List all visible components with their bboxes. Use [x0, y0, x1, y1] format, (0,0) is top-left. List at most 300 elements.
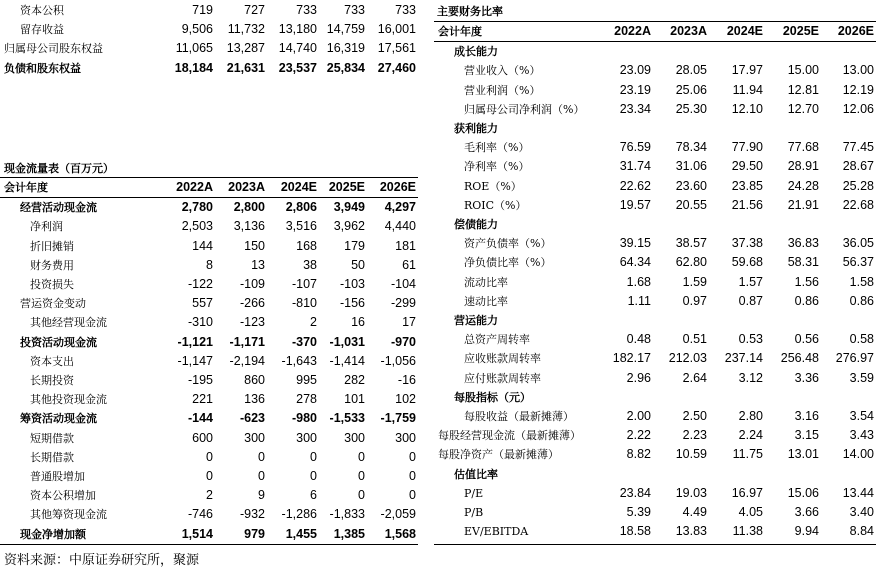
balance-cell: 18,184	[174, 60, 213, 75]
cashflow-cell: 0	[358, 488, 365, 503]
cashflow-cell: -156	[339, 296, 365, 311]
ratio-cell: 19.57	[619, 197, 651, 212]
cashflow-cell: -810	[291, 296, 317, 311]
ratio-cell: 23.09	[619, 63, 651, 78]
cashflow-cell: -195	[187, 373, 213, 388]
ratio-cell: 3.12	[738, 370, 763, 385]
cashflow-cell: 2,503	[181, 219, 213, 234]
balance-cell: 13,180	[278, 22, 317, 37]
cashflow-cell: -1,147	[177, 353, 213, 368]
ratio-cell: 0.48	[626, 332, 651, 347]
ratio-cell: 2.64	[682, 370, 707, 385]
cashflow-cell: 278	[296, 392, 317, 407]
cashflow-row-label: 折旧摊销	[30, 239, 74, 253]
ratio-cell	[653, 42, 709, 62]
cashflow-statement	[0, 177, 418, 544]
ratio-cell: 29.50	[731, 159, 763, 174]
cashflow-cell: 13	[251, 257, 265, 272]
cashflow-cell: 6	[310, 488, 317, 503]
cashflow-row	[0, 525, 418, 544]
ratio-cell: 1.68	[626, 274, 651, 289]
cashflow-row-label: 投资损失	[30, 278, 74, 292]
ratio-cell: 15.06	[787, 485, 819, 500]
balance-cell: 27,460	[377, 60, 416, 75]
ratio-cell: 182.17	[612, 351, 651, 366]
ratio-cell: 3.43	[849, 428, 874, 443]
cashflow-cell: 0	[358, 449, 365, 464]
cashflow-cell: -1,643	[281, 353, 317, 368]
ratio-row	[434, 292, 876, 311]
ratio-cell: 12.70	[787, 101, 819, 116]
ratio-row	[434, 81, 876, 100]
cashflow-row-label: 其他筹资现金流	[30, 508, 107, 522]
cashflow-title: 现金流量表（百万元）	[4, 162, 114, 175]
ratio-cell	[765, 388, 821, 407]
cashflow-cell: 38	[303, 257, 317, 272]
ratio-cell: 9.94	[794, 524, 819, 539]
cashflow-cell: 2	[206, 488, 213, 503]
ratio-row-label: 资产负债率（%）	[464, 237, 552, 251]
cashflow-cell: 3,962	[333, 219, 365, 234]
ratio-cell: 2.24	[738, 428, 763, 443]
ratio-cell	[653, 388, 709, 407]
ratio-row	[434, 465, 876, 484]
cashflow-cell: -299	[390, 296, 416, 311]
balance-cell: 16,001	[377, 22, 416, 37]
ratio-row-label: 营业利润（%）	[464, 83, 541, 97]
ratio-cell: 13.00	[842, 63, 874, 78]
ratio-cell: 23.85	[731, 178, 763, 193]
ratio-cell: 0.51	[682, 332, 707, 347]
cashflow-cell: -1,171	[229, 334, 265, 349]
ratio-cell	[709, 215, 765, 234]
ratio-row-label: 应收账款周转率	[464, 352, 541, 366]
cashflow-cell: 144	[192, 238, 213, 253]
ratio-year-header: 2022A	[597, 22, 653, 42]
cashflow-cell: 4,297	[384, 200, 416, 215]
ratio-year-header: 2024E	[709, 22, 765, 42]
ratio-cell	[709, 119, 765, 138]
ratio-row-label: 每股经营现金流（最新摊薄）	[438, 429, 581, 443]
cashflow-cell: 300	[296, 430, 317, 445]
cashflow-row-label: 资本支出	[30, 354, 74, 368]
balance-row-label: 负债和股东权益	[4, 61, 81, 75]
ratio-cell: 0.87	[738, 293, 763, 308]
cashflow-row-label: 净利润	[30, 220, 63, 234]
balance-cell: 727	[244, 3, 265, 17]
cashflow-cell: 17	[402, 315, 416, 330]
cashflow-row	[0, 352, 418, 371]
ratio-row-label: 营运能力	[454, 314, 498, 328]
balance-cell: 14,759	[326, 22, 365, 37]
ratio-cell: 2.80	[738, 409, 763, 424]
ratio-cell: 19.03	[675, 485, 707, 500]
cashflow-cell: 50	[351, 257, 365, 272]
cashflow-cell: 1,568	[384, 526, 416, 541]
ratio-cell: 38.57	[675, 236, 707, 251]
balance-cell: 16,319	[326, 41, 365, 56]
ratio-row	[434, 157, 876, 176]
ratio-cell	[821, 388, 876, 407]
ratios-bottom-rule	[434, 544, 876, 545]
ratio-cell: 23.19	[619, 82, 651, 97]
cashflow-cell: -370	[291, 334, 317, 349]
ratio-cell: 8.84	[849, 524, 874, 539]
ratio-cell: 8.82	[626, 447, 651, 462]
ratio-cell	[821, 42, 876, 62]
ratio-cell: 0.86	[794, 293, 819, 308]
ratio-row-label: 每股收益（最新摊薄）	[464, 410, 574, 424]
ratio-cell: 237.14	[724, 351, 763, 366]
ratio-cell: 3.54	[849, 409, 874, 424]
ratio-cell	[709, 465, 765, 484]
cashflow-header-label: 会计年度	[0, 178, 163, 198]
balance-cell: 23,537	[278, 60, 317, 75]
ratio-cell: 13.83	[675, 524, 707, 539]
cashflow-cell: 0	[409, 488, 416, 503]
ratio-cell	[765, 42, 821, 62]
cashflow-row	[0, 275, 418, 294]
ratios-table	[434, 21, 876, 541]
ratio-cell: 2.96	[626, 370, 651, 385]
ratio-cell: 3.15	[794, 428, 819, 443]
ratio-row-label: 成长能力	[454, 45, 498, 59]
ratio-year-header: 2026E	[821, 22, 876, 42]
ratio-cell	[709, 42, 765, 62]
cashflow-cell: -970	[390, 334, 416, 349]
ratio-row	[434, 61, 876, 80]
cashflow-year-header: 2022A	[163, 178, 215, 198]
cashflow-cell: -310	[187, 315, 213, 330]
ratio-cell	[765, 119, 821, 138]
ratio-row	[434, 177, 876, 196]
ratio-cell: 3.40	[849, 505, 874, 520]
ratio-cell: 2.22	[626, 428, 651, 443]
cashflow-row-label: 其他经营现金流	[30, 316, 107, 330]
ratio-cell: 22.68	[842, 197, 874, 212]
balance-cell: 719	[192, 3, 213, 17]
ratio-cell: 12.06	[842, 101, 874, 116]
cashflow-cell: -103	[339, 277, 365, 292]
cashflow-cell: 0	[258, 449, 265, 464]
ratio-row	[434, 311, 876, 330]
cashflow-cell: 8	[206, 257, 213, 272]
ratio-cell	[709, 388, 765, 407]
ratio-row	[434, 330, 876, 349]
ratio-row-label: P/E	[464, 486, 484, 500]
cashflow-row	[0, 505, 418, 524]
ratio-row-label: 应付账款周转率	[464, 371, 541, 385]
cashflow-row-label: 财务费用	[30, 258, 74, 272]
cashflow-cell: 102	[395, 392, 416, 407]
ratio-cell: 2.23	[682, 428, 707, 443]
ratio-cell: 28.05	[675, 63, 707, 78]
cashflow-cell: -746	[187, 507, 213, 522]
ratio-cell: 31.74	[619, 159, 651, 174]
ratio-row	[434, 42, 876, 62]
cashflow-cell: 282	[344, 373, 365, 388]
ratio-cell: 28.67	[842, 159, 874, 174]
cashflow-row	[0, 217, 418, 236]
ratio-row	[434, 273, 876, 292]
ratio-cell: 76.59	[619, 140, 651, 155]
cashflow-cell: 300	[344, 430, 365, 445]
ratio-cell: 4.05	[738, 505, 763, 520]
ratio-cell: 18.58	[619, 524, 651, 539]
cashflow-cell: -109	[239, 277, 265, 292]
cashflow-cell: -104	[390, 277, 416, 292]
cashflow-cell: 600	[192, 430, 213, 445]
ratio-cell: 1.57	[738, 274, 763, 289]
cashflow-cell: 179	[344, 238, 365, 253]
balance-cell: 733	[296, 3, 317, 17]
ratio-row	[434, 100, 876, 119]
cashflow-row	[0, 467, 418, 486]
ratio-row	[434, 503, 876, 522]
ratio-cell: 0.56	[794, 332, 819, 347]
ratio-row-label: 净利率（%）	[464, 160, 530, 174]
ratio-cell: 0.97	[682, 293, 707, 308]
balance-row	[0, 1, 418, 20]
balance-row-label: 资本公积	[20, 4, 64, 17]
cashflow-cell: 61	[402, 257, 416, 272]
ratio-row	[434, 407, 876, 426]
cashflow-cell: 221	[192, 392, 213, 407]
ratio-cell: 78.34	[675, 140, 707, 155]
cashflow-cell: -2,059	[380, 507, 416, 522]
ratio-cell	[821, 215, 876, 234]
cashflow-cell: -1,056	[380, 353, 416, 368]
balance-row	[0, 20, 418, 39]
ratio-row	[434, 388, 876, 407]
cashflow-row	[0, 313, 418, 332]
cashflow-year-header: 2025E	[319, 178, 367, 198]
cashflow-cell: 0	[310, 449, 317, 464]
ratio-cell: 1.58	[849, 274, 874, 289]
cashflow-cell: 2	[310, 315, 317, 330]
ratio-cell: 11.38	[732, 524, 763, 539]
ratio-row	[434, 196, 876, 215]
cashflow-cell: 16	[351, 315, 365, 330]
balance-cell: 21,631	[226, 60, 265, 75]
cashflow-header-row	[0, 178, 418, 198]
cashflow-cell: 3,136	[233, 219, 265, 234]
cashflow-cell: -123	[239, 315, 265, 330]
ratios-title: 主要财务比率	[437, 5, 503, 18]
ratio-cell: 0.53	[738, 332, 763, 347]
ratio-cell: 23.34	[619, 101, 651, 116]
ratio-row	[434, 349, 876, 368]
balance-cell: 733	[344, 3, 365, 17]
cashflow-cell: 2,806	[285, 200, 317, 215]
ratio-cell: 21.56	[731, 197, 763, 212]
ratio-cell	[821, 311, 876, 330]
ratio-cell: 1.11	[627, 293, 651, 308]
cashflow-cell: -1,533	[329, 411, 365, 426]
ratio-row-label: 归属母公司净利润（%）	[464, 102, 585, 116]
ratio-row-label: EV/EBITDA	[464, 525, 529, 539]
balance-cell: 17,561	[377, 41, 416, 56]
ratio-cell: 24.28	[787, 178, 819, 193]
ratio-cell: 62.80	[675, 255, 707, 270]
ratio-cell: 256.48	[780, 351, 819, 366]
cashflow-cell: 1,455	[285, 526, 317, 541]
cashflow-cell: 3,949	[333, 200, 365, 215]
ratio-row-label: 总资产周转率	[464, 333, 530, 347]
ratio-row	[434, 253, 876, 272]
cashflow-cell: 136	[244, 392, 265, 407]
ratio-cell: 39.15	[619, 236, 651, 251]
cashflow-row	[0, 409, 418, 428]
ratio-cell: 3.66	[794, 505, 819, 520]
cashflow-row	[0, 256, 418, 275]
ratio-cell: 36.83	[787, 236, 819, 251]
cashflow-cell: -1,121	[177, 334, 213, 349]
balance-cell: 25,834	[326, 60, 365, 75]
ratio-year-header: 2023A	[653, 22, 709, 42]
ratio-cell	[765, 311, 821, 330]
ratio-header-label: 会计年度	[434, 22, 597, 42]
ratio-cell	[597, 388, 653, 407]
ratio-cell: 77.90	[731, 140, 763, 155]
ratio-cell: 77.68	[787, 140, 819, 155]
cashflow-cell: -623	[239, 411, 265, 426]
cashflow-row-label: 经营活动现金流	[20, 201, 97, 215]
ratio-row-label: 营业收入（%）	[464, 64, 541, 78]
ratio-cell: 3.16	[794, 409, 819, 424]
balance-cell: 11,732	[227, 22, 265, 37]
ratio-row-label: 毛利率（%）	[464, 141, 530, 155]
ratio-row-label: 速动比率	[464, 294, 508, 308]
balance-cell: 14,740	[278, 41, 317, 56]
ratio-cell: 15.00	[787, 63, 819, 78]
cashflow-cell: 0	[206, 449, 213, 464]
ratio-row	[434, 234, 876, 253]
cashflow-cell: 4,440	[384, 219, 416, 234]
cashflow-table	[0, 177, 418, 544]
cashflow-cell: 9	[258, 488, 265, 503]
ratio-cell: 14.00	[842, 447, 874, 462]
cashflow-cell: 150	[244, 238, 265, 253]
ratio-cell: 2.00	[626, 409, 651, 424]
cashflow-row	[0, 448, 418, 467]
ratio-cell: 28.91	[787, 159, 819, 174]
ratio-cell: 59.68	[731, 255, 763, 270]
balance-cell: 9,506	[181, 22, 213, 37]
balance-row-label: 留存收益	[20, 23, 64, 37]
ratio-cell: 21.91	[787, 197, 819, 212]
ratio-row-label: 净负债比率（%）	[464, 256, 552, 270]
cashflow-cell: 0	[258, 469, 265, 484]
cashflow-year-header: 2024E	[267, 178, 319, 198]
ratio-row	[434, 215, 876, 234]
cashflow-row	[0, 198, 418, 218]
cashflow-row-label: 资本公积增加	[30, 489, 96, 503]
cashflow-row-label: 普通股增加	[30, 470, 85, 484]
ratio-row	[434, 119, 876, 138]
source-note: 资料来源：中原证券研究所，聚源	[4, 553, 200, 568]
cashflow-row-label: 现金净增加额	[20, 527, 86, 541]
ratio-cell	[597, 215, 653, 234]
cashflow-cell: 168	[296, 238, 317, 253]
ratio-cell: 0.58	[849, 332, 874, 347]
ratio-cell: 4.49	[682, 505, 707, 520]
cashflow-cell: -1,031	[329, 334, 365, 349]
ratio-cell	[597, 311, 653, 330]
ratio-cell: 31.06	[675, 159, 707, 174]
ratio-cell: 1.59	[682, 274, 707, 289]
ratio-cell: 58.31	[787, 255, 819, 270]
ratio-cell	[597, 42, 653, 62]
ratio-cell: 212.03	[668, 351, 707, 366]
ratio-cell: 5.39	[626, 505, 651, 520]
cashflow-cell: -107	[291, 277, 317, 292]
cashflow-cell: -1,759	[380, 411, 416, 426]
cashflow-cell: 0	[358, 469, 365, 484]
ratio-cell: 23.60	[675, 178, 707, 193]
balance-cell: 733	[395, 3, 416, 17]
cashflow-row-label: 长期投资	[30, 374, 74, 388]
ratio-cell: 22.62	[619, 178, 651, 193]
ratio-cell: 12.81	[787, 82, 819, 97]
cashflow-row	[0, 371, 418, 390]
ratio-cell: 0.86	[849, 293, 874, 308]
ratio-row-label: 偿债能力	[454, 218, 498, 232]
cashflow-cell: 979	[244, 526, 265, 541]
ratio-cell	[821, 465, 876, 484]
ratio-cell	[765, 465, 821, 484]
ratio-cell: 11.94	[732, 82, 763, 97]
ratio-row-label: 每股指标（元）	[454, 390, 531, 404]
ratio-cell: 13.44	[842, 485, 874, 500]
ratio-cell: 25.28	[842, 178, 874, 193]
cashflow-cell: 3,516	[285, 219, 317, 234]
cashflow-cell: 300	[244, 430, 265, 445]
cashflow-cell: 2,800	[233, 200, 265, 215]
balance-tail-table	[0, 1, 418, 78]
cashflow-cell: -16	[397, 373, 416, 388]
cashflow-cell: -266	[239, 296, 265, 311]
ratio-cell: 3.59	[849, 370, 874, 385]
balance-sheet-tail	[0, 1, 418, 78]
ratio-cell: 10.59	[675, 447, 707, 462]
balance-cell: 13,287	[226, 41, 265, 56]
cashflow-row-label: 筹资活动现金流	[20, 412, 97, 426]
cashflow-row	[0, 294, 418, 313]
cashflow-cell: 0	[206, 469, 213, 484]
cashflow-cell: -1,833	[329, 507, 365, 522]
ratio-cell: 64.34	[619, 255, 651, 270]
cashflow-cell: 300	[395, 430, 416, 445]
ratio-cell	[653, 311, 709, 330]
ratio-row	[434, 138, 876, 157]
cashflow-row	[0, 333, 418, 352]
cashflow-row-label: 投资活动现金流	[20, 335, 97, 349]
cashflow-row	[0, 390, 418, 409]
ratio-row-label: ROIC（%）	[464, 198, 527, 212]
ratio-row	[434, 426, 876, 445]
balance-cell: 11,065	[175, 41, 213, 56]
ratio-cell	[821, 119, 876, 138]
cashflow-cell: -2,194	[229, 353, 265, 368]
cashflow-cell: 1,385	[333, 526, 365, 541]
ratio-row	[434, 484, 876, 503]
ratio-cell: 2.50	[682, 409, 707, 424]
ratio-cell: 3.36	[794, 370, 819, 385]
balance-row	[0, 59, 418, 78]
ratio-row	[434, 369, 876, 388]
cashflow-cell: -932	[239, 507, 265, 522]
